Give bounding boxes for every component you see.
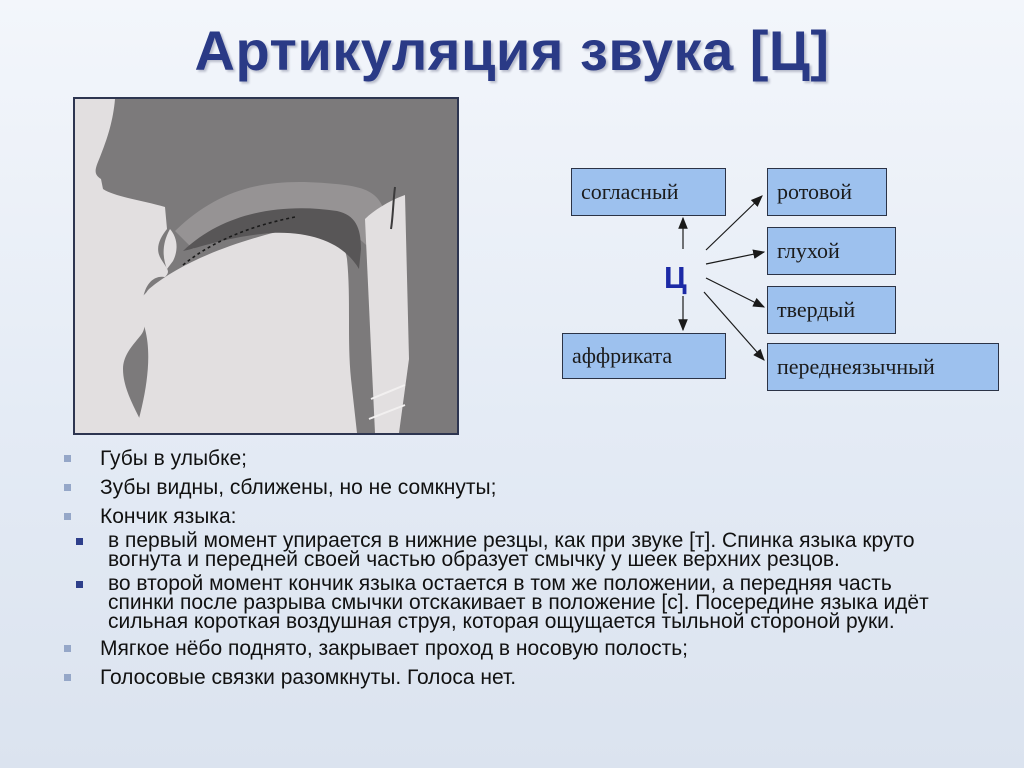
bullet-lips: Губы в улыбке; [62,446,942,471]
articulation-bullet-list [62,446,942,694]
sub-bullet-second-moment: во второй момент кончик языка остается в том же положении, а передняя часть спинки после разрыва смычки отскакивает в положение [с]. Посередине языка идёт сильная короткая воздушная струя, которая ощущается тыльной стороной руки. [62,574,942,631]
box-affricate: аффриката [562,333,726,379]
arrow-to-hard [706,278,764,307]
box-hard: твердый [767,286,896,334]
box-front-lingual: переднеязычный [767,343,999,391]
bullet-teeth: Зубы видны, сближены, но не сомкнуты; [62,475,942,500]
box-oral: ротовой [767,168,887,216]
slide-title: Артикуляция звука [Ц] [194,19,830,82]
box-voiceless: глухой [767,227,896,275]
tongue-sub-list [100,531,942,631]
sub-bullet-first-moment: в первый момент упирается в нижние резцы, как при звуке [т]. Спинка языка круто вогнута и передней своей частью образует смычку у шеек верхних резцов. [62,531,942,569]
box-consonant: согласный [571,168,726,216]
bullet-soft-palate: Мягкое нёбо поднято, закрывает проход в носовую полость; [62,636,942,661]
center-letter: Ц [664,260,687,295]
arrow-to-voiceless [706,252,764,264]
bullet-vocal-cords: Голосовые связки разомкнуты. Голоса нет. [62,665,942,690]
bullet-tongue-tip-label: Кончик языка: [100,505,237,528]
bullet-tongue-tip [62,504,942,631]
